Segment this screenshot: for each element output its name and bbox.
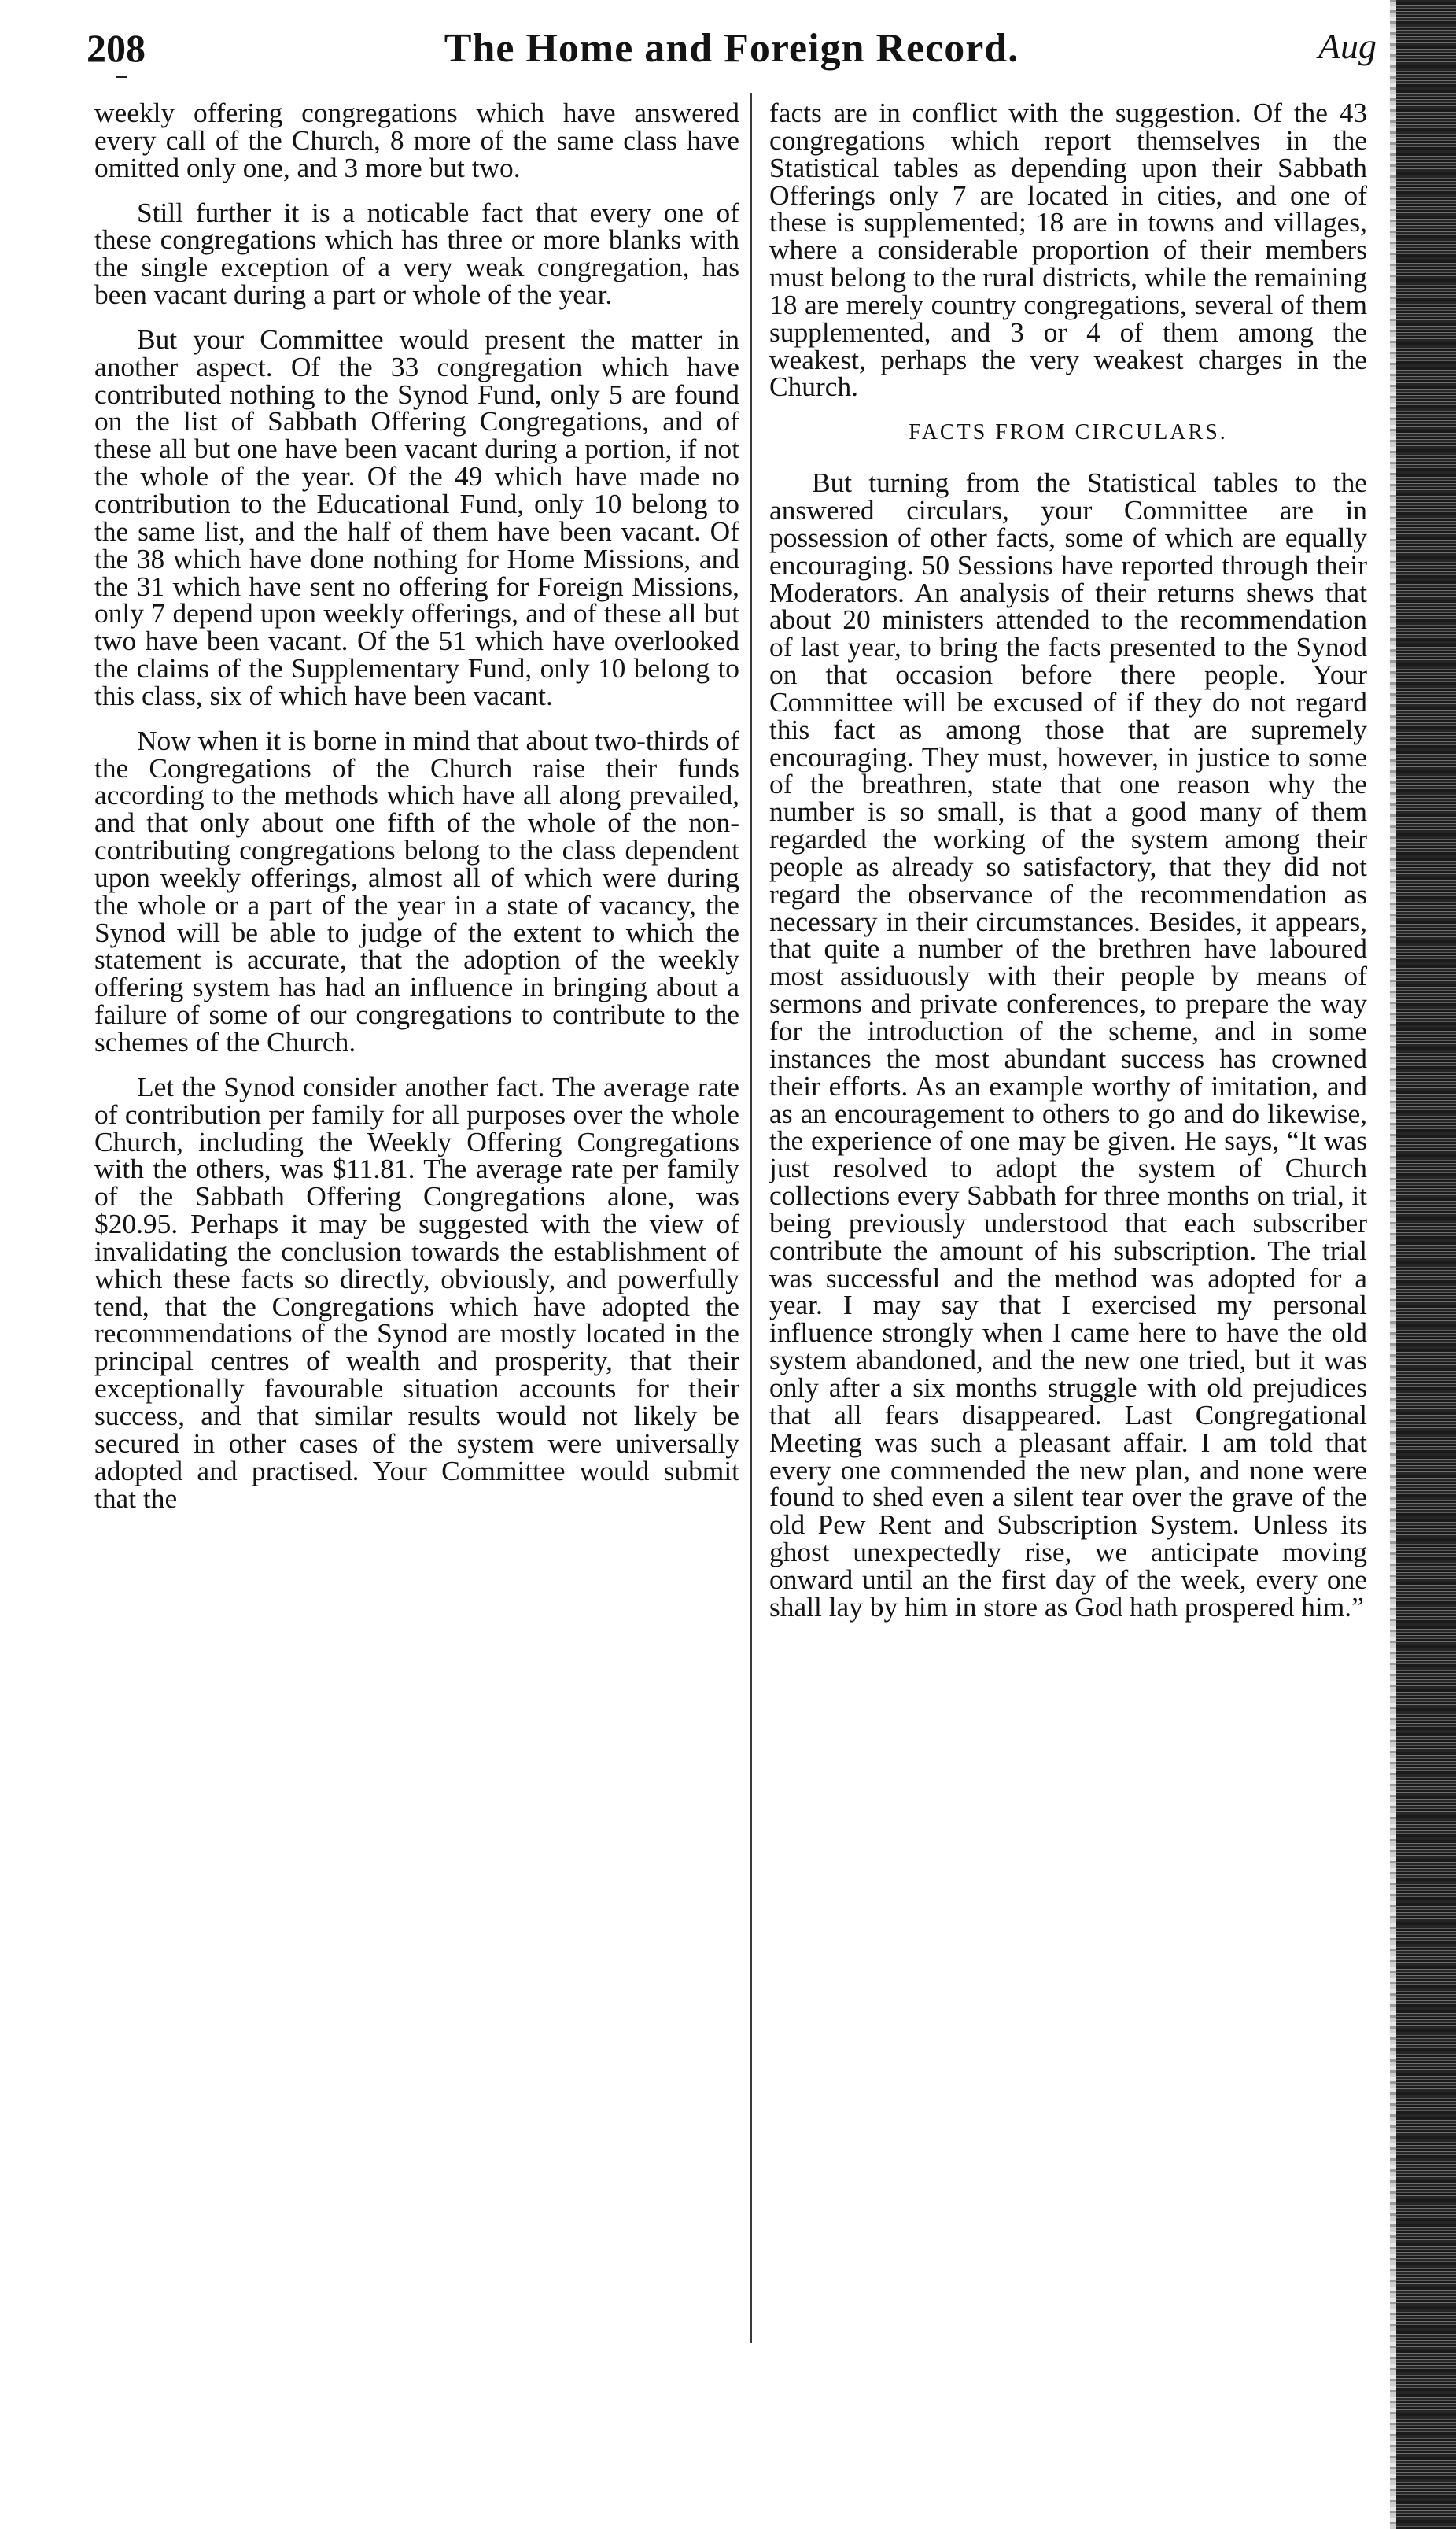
left-column [94,99,739,1512]
scanned-binding-edge [1396,0,1456,2529]
left-paragraph-4: Now when it is borne in mind that about two-thirds of the Congregations of the Church raise their funds according to the methods which have all along prevailed, and that only about one fifth of the whole of the non-contributing congregations belong to the class dependent upon weekly offerings, almost all of which were during the whole or a part of the year in a state of vacancy, the Synod will be able to judge of the extent to which the statement is accurate, that the adoption of the weekly offering system has had an influence in bringing about a failure of some of our congregations to contribute to the schemes of the Church. [94,724,739,1058]
column-divider [750,93,752,2343]
journal-title: The Home and Foreign Record. [444,26,1019,71]
page-number: 208 [87,26,146,70]
left-paragraph-2: Still further it is a noticable fact that every one of these congregations which has three or more blanks with the single exception of a very weak congregation, has been vacant during a part or whole of the year. [94,196,739,311]
running-month: Aug [1318,26,1377,66]
left-paragraph-5: Let the Synod consider another fact. The average rate of contribution per family for all purposes over the whole Church, including the Weekly Offering Congregations with the others, was $11.81. The average rate per family of the Sabbath Offering Congregations alone, was $20.95. Perhaps it may be suggested with the view of invalidating the conclusion towards the establishment of which these facts so directly, obviously, and powerfully tend, that the Congregations which have adopted the recommendations of the Synod are mostly located in the principal centres of wealth and prosperity, that their exceptionally favourable situation accounts for their success, and that similar results would not likely be secured in other cases of the system were universally adopted and practised. Your Committee would submit that the [94,1070,739,1514]
left-paragraph-3: But your Committee would present the matter in another aspect. Of the 33 congregation which have contributed nothing to the Synod Fund, only 5 are found on the list of Sabbath Offering Congregations, and of these all but one have been vacant during a portion, if not the whole of the year. Of the 49 which have made no contribution to the Educational Fund, only 10 belong to the same list, and the half of them have been vacant. Of the 38 which have done nothing for Home Missions, and the 31 which have sent no offering for Foreign Missions, only 7 depend upon weekly offerings, and of these all but two have been vacant. Of the 51 which have overlooked the claims of the Supplementary Fund, only 10 belong to this class, six of which have been vacant. [94,323,739,711]
right-paragraph-1: facts are in conflict with the suggestion. Of the 43 congregations which report themselves in the Statistical tables as depending upon their Sabbath Offerings only 7 are located in cities, and one of these is supplemented; 18 are in towns and villages, where a considerable proportion of their members must belong to the rural districts, while the remaining 18 are merely country congregations, several of them supplemented, and 3 or 4 of them among the weakest, perhaps the very weakest charges in the Church. [769,97,1367,403]
left-paragraph-1: weekly offering congregations which have answered every call of the Church, 8 more of the same class have omitted only one, and 3 more but two. [94,97,739,183]
section-heading: FACTS FROM CIRCULARS. [909,420,1228,445]
right-column [769,99,1367,1621]
header-tick-mark [116,76,127,78]
page-header [87,25,1377,77]
right-paragraph-2: But turning from the Statistical tables to the answered circulars, your Committee are in possession of other facts, some of which are equally encouraging. 50 Sessions have reported through their Moderators. An analysis of their returns shews that about 20 ministers attended to the recommendation of last year, to bring the facts presented to the Synod on that occasion before there people. Your Committee will be excused of if they do not regard this fact as among those that are supremely encouraging. They must, however, in justice to some of the breathren, state that one reason why the number is so small, is that a good many of them regarded the working of the system among their people as already so satisfactory, that they did not regard the observance of the recommendation as necessary in their circumstances. Besides, it appears, that quite a number of the brethren have laboured most assiduously with their people by means of sermons and private conferences, to prepare the way for the introduction of the scheme, and in some instances the most abundant success has crowned their efforts. As an example worthy of imitation, and as an encouragement to others to go and do likewise, the experience of one may be given. He says, “It was just resolved to adopt the system of Church collections every Sabbath for three months on trial, it being previously understood that each subscriber contribute the amount of his subscription. The trial was successful and the method was adopted for a year. I may say that I exercised my personal influence strongly when I came here to have the old system abandoned, and the new one tried, but it was only after a six months struggle with old prejudices that all fears disappeared. Last Congregational Meeting was such a pleasant affair. I am told that every one commended the new plan, and none were found to shed even a silent tear over the grave of the old Pew Rent and Subscription System. Unless its ghost unexpectedly rise, we anticipate moving onward until an the first day of the week, every one shall lay by him in store as God hath prospered him.” [769,467,1367,1623]
page-edge-shadow [1390,0,1396,2529]
